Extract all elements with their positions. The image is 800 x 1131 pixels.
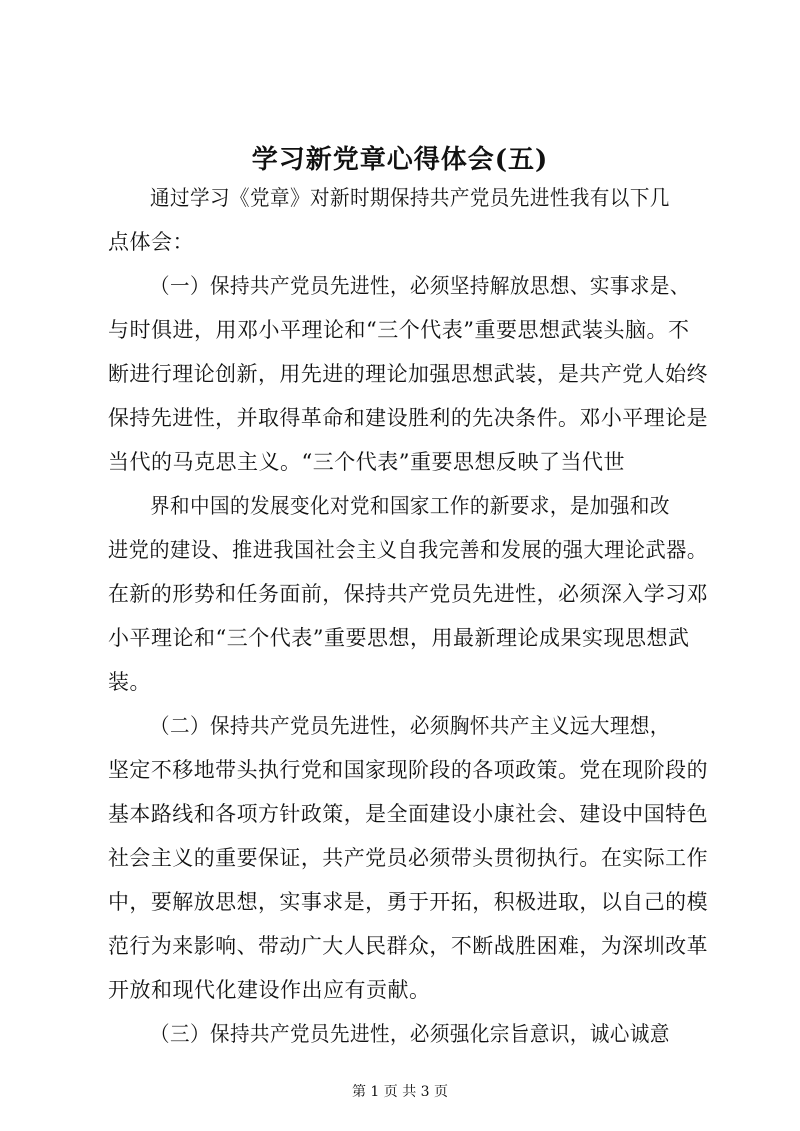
paragraph-line: 保持先进性，并取得革命和建设胜利的先决条件。邓小平理论是: [108, 406, 709, 430]
paragraph-line: 中，要解放思想，实事求是，勇于开拓，积极进取，以自己的模: [108, 890, 709, 914]
paragraph-line: 开放和现代化建设作出应有贡献。: [108, 978, 431, 1002]
page-footer: 第 1 页 共 3 页: [351, 1084, 449, 1100]
paragraph-line: 基本路线和各项方针政策，是全面建设小康社会、建设中国特色: [108, 802, 709, 826]
page-title: 学习新党章心得体会(五): [251, 145, 549, 175]
paragraph-line: （一）保持共产党员先进性，必须坚持解放思想、实事求是、: [150, 274, 690, 298]
paragraph-line: 通过学习《党章》对新时期保持共产党员先进性我有以下几: [150, 186, 670, 210]
paragraph-line: 社会主义的重要保证，共产党员必须带头贯彻执行。在实际工作: [108, 846, 709, 870]
paragraph-line: 界和中国的发展变化对党和国家工作的新要求，是加强和改: [150, 494, 670, 518]
paragraph-line: 断进行理论创新，用先进的理论加强思想武装，是共产党人始终: [108, 362, 709, 386]
paragraph-line: 小平理论和“三个代表”重要思想，用最新理论成果实现思想武: [108, 626, 690, 650]
paragraph-line: 点体会：: [108, 230, 194, 254]
paragraph-line: 与时俱进，用邓小平理论和“三个代表”重要思想武装头脑。不: [108, 318, 690, 342]
paragraph-line: 装。: [108, 670, 151, 694]
paragraph-line: 坚定不移地带头执行党和国家现阶段的各项政策。党在现阶段的: [108, 758, 709, 782]
paragraph-line: 进党的建设、推进我国社会主义自我完善和发展的强大理论武器。: [108, 538, 708, 562]
paragraph-line: （二）保持共产党员先进性，必须胸怀共产主义远大理想，: [150, 714, 670, 738]
paragraph-line: 当代的马克思主义。“三个代表”重要思想反映了当代世: [108, 450, 625, 474]
paragraph-line: 范行为来影响、带动广大人民群众，不断战胜困难，为深圳改革: [108, 934, 709, 958]
paragraph-line: （三）保持共产党员先进性，必须强化宗旨意识，诚心诚意: [150, 1022, 670, 1046]
paragraph-line: 在新的形势和任务面前，保持共产党员先进性，必须深入学习邓: [108, 582, 709, 606]
